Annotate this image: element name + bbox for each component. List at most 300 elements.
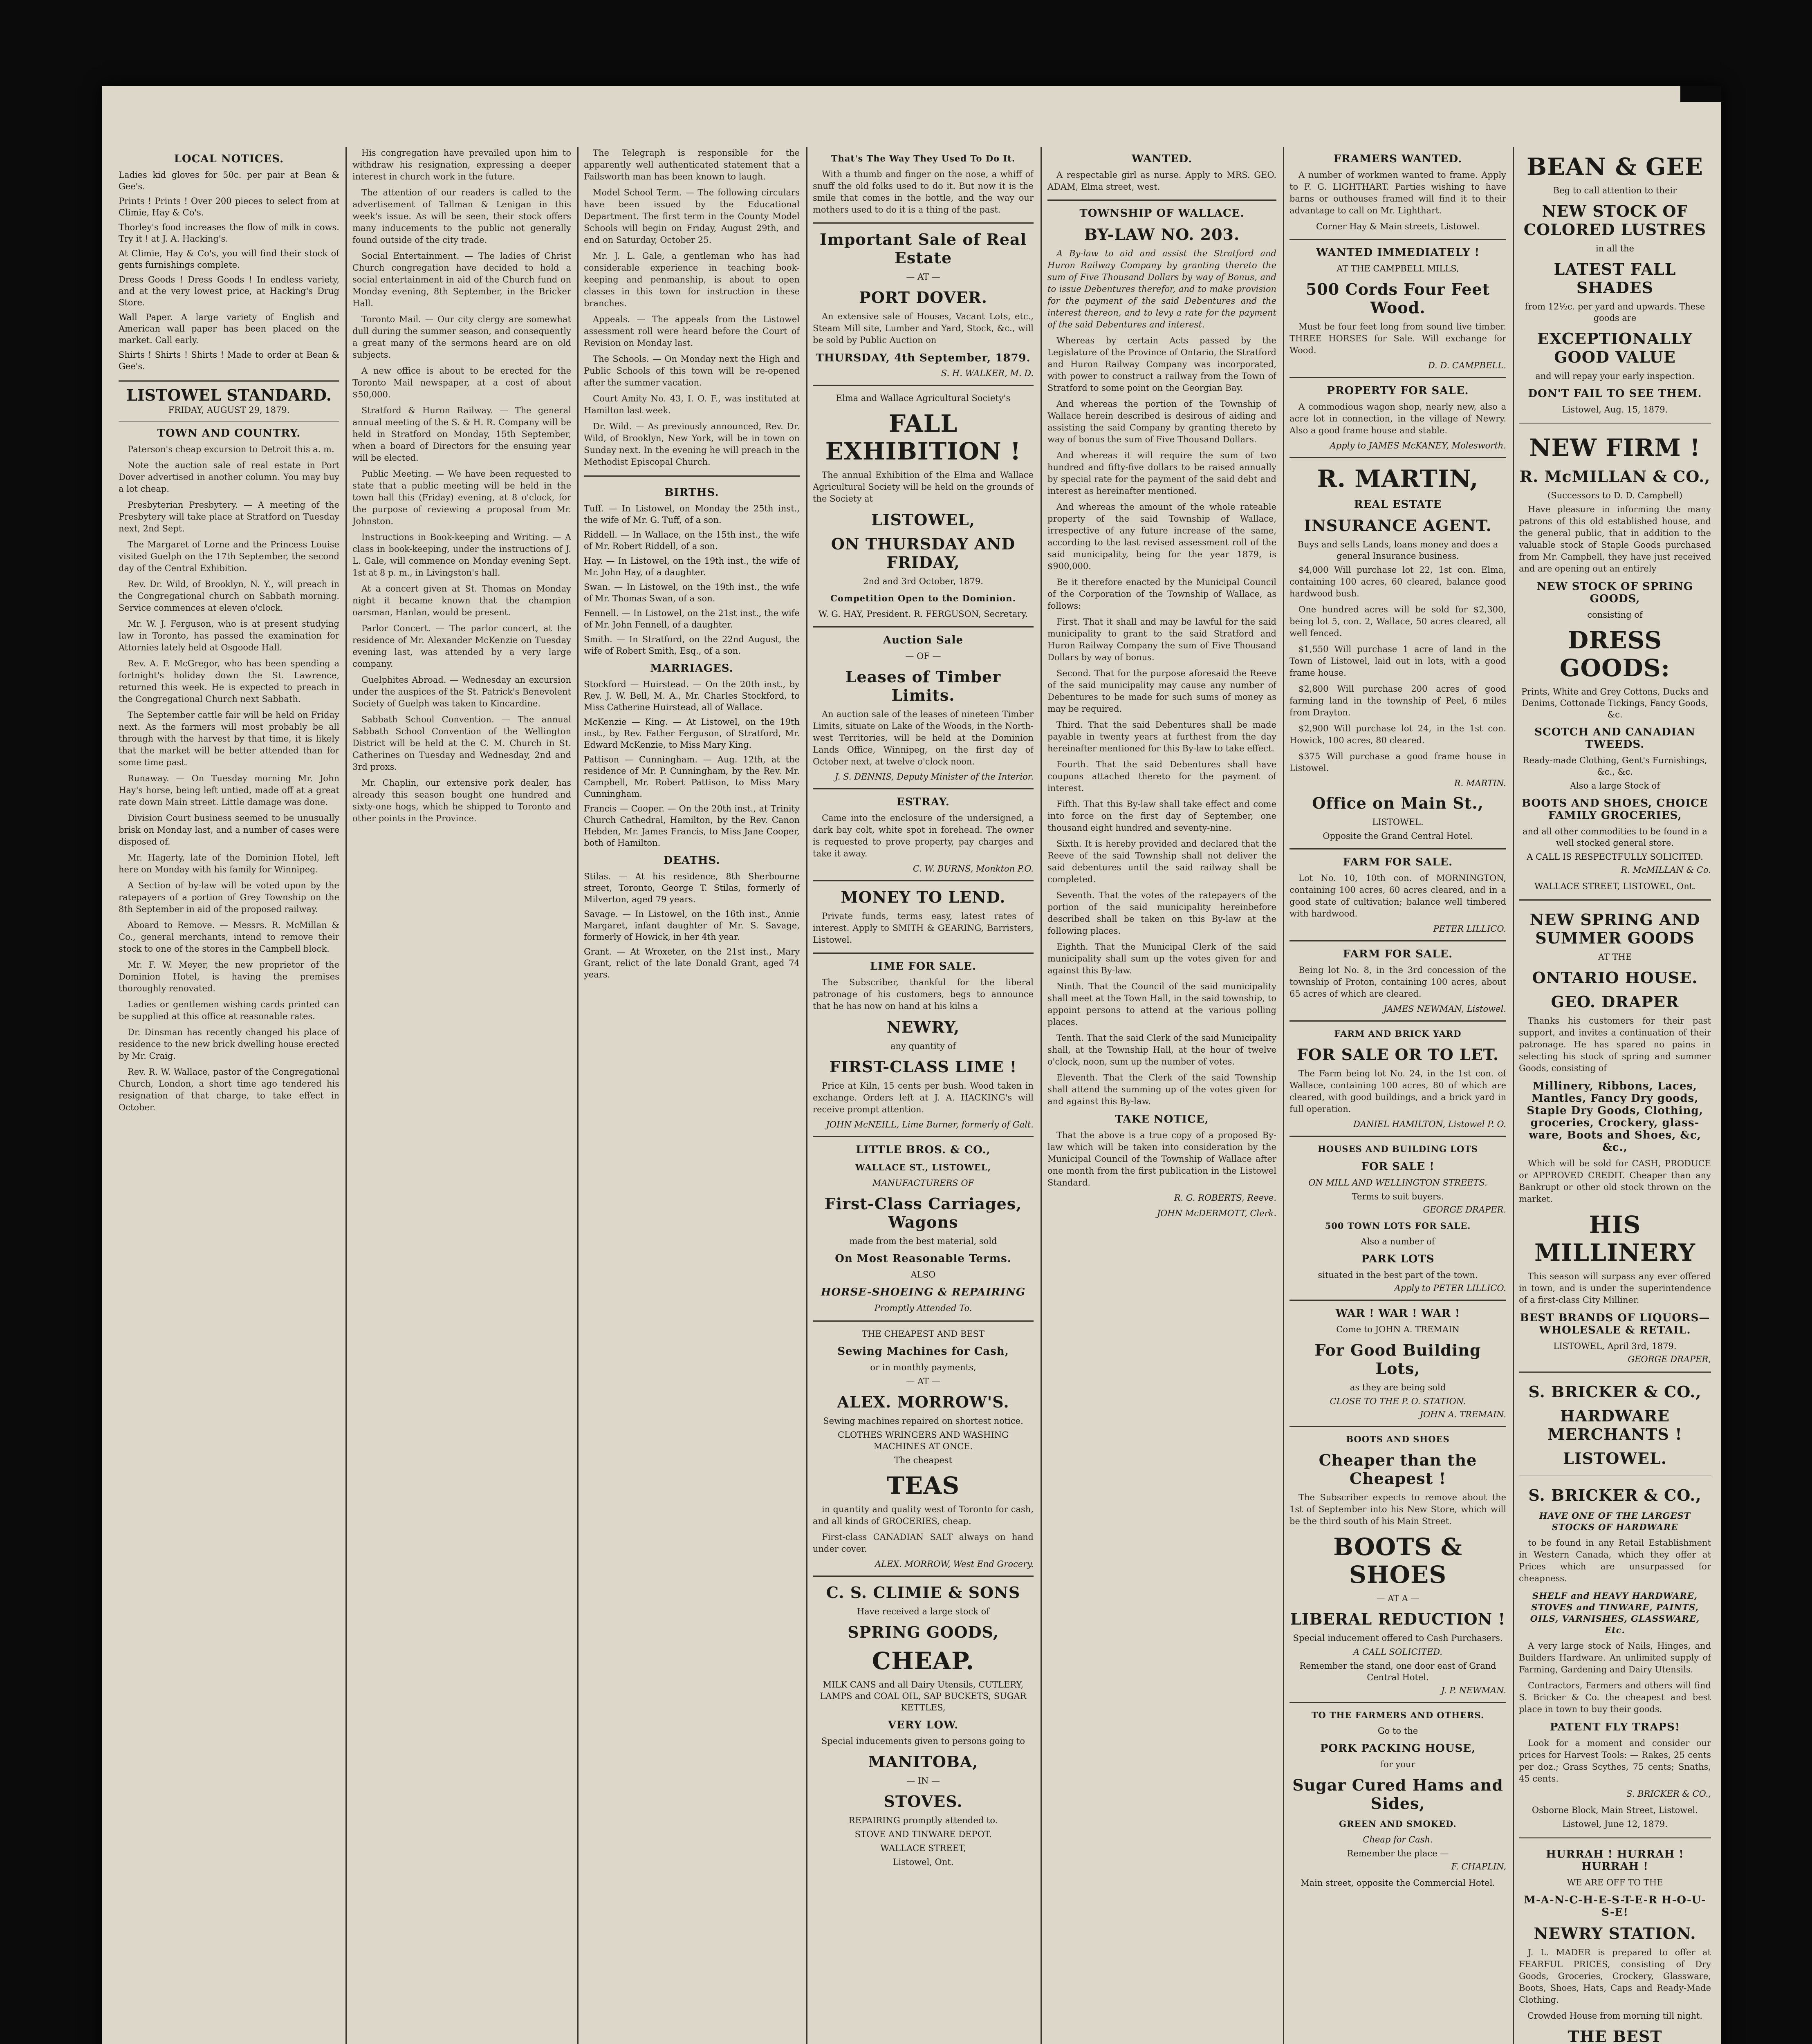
fair-text: The annual Exhibition of the Elma and Wallace Agricultural Society will be held on the grounds of the Society at — [813, 470, 1034, 504]
bricker2-nails: A very large stock of Nails, Hinges, and Builders Hardware. An unlimited supply of Farming, Gardening and Dairy Utensils. — [1519, 1641, 1711, 1674]
martin-title: REAL ESTATE — [1354, 498, 1442, 511]
sale-signature: S. H. WALKER, M. D. — [941, 368, 1034, 378]
park-lots: PARK LOTS — [1361, 1253, 1435, 1265]
bricker2-contractors: Contractors, Farmers and others will find S. Bricker & Co. the cheapest and best place in town to buy their goods. — [1519, 1681, 1711, 1714]
boots-signature: J. P. NEWMAN. — [1441, 1685, 1506, 1695]
bean-date: Listowel, Aug. 15, 1879. — [1562, 405, 1668, 415]
wood-sub: AT THE CAMPBELL MILLS, — [1337, 264, 1459, 273]
birth-notice: Smith. — In Stratford, on the 22nd August, the wife of Robert Smith, Esq., of a son. — [584, 634, 800, 656]
spring-goods: SPRING GOODS, — [848, 1623, 999, 1641]
little-bros-mfr: MANUFACTURERS OF — [872, 1178, 974, 1188]
local-notices-heading: LOCAL NOTICES. — [174, 153, 284, 165]
news-item: Stratford & Huron Railway. — The general annual meeting of the S. & H. R. Company will be held in Stratford on Monday, 15th September, when a board of Directors for the ensuing year will be elected. — [352, 406, 571, 463]
estray-text: Came into the enclosure of the undersigned, a dark bay colt, white spot in forehead. The owner is requested to prove property, pay charges and take it away. — [813, 813, 1034, 858]
lime-newry: NEWRY, — [886, 1018, 960, 1036]
fair-days: ON THURSDAY AND FRIDAY, — [831, 535, 1016, 572]
millinery-heading: HIS MILLINERY — [1534, 1211, 1696, 1266]
news-item: Public Meeting. — We have been requested to state that a public meeting will be held in the town hall this (Friday) evening, at 8 o'clock, for the purpose of reviewing a proposal from Mr. Johnston. — [352, 469, 571, 526]
news-item: Mr. F. W. Meyer, the new proprietor of the Dominion Hotel, is having the premises thoroughly renovated. — [119, 960, 339, 993]
local-notice: Dress Goods ! Dress Goods ! In endless variety, and at the very lowest price, at Hacking's Drug Store. — [119, 275, 339, 307]
news-items — [584, 147, 800, 468]
manitoba: MANITOBA, — [868, 1753, 978, 1771]
birth-notice: Fennell. — In Listowel, on the 21st inst., the wife of Mr. John Fennell, of a daughter. — [584, 608, 800, 630]
marriage-notice: Francis — Cooper. — On the 20th inst., at Trinity Church Cathedral, Hamilton, by the Rev. Canon Hebden, Mr. James Francis, to Miss Jane Cooper, both of Hamilton. — [584, 804, 800, 848]
carriages-heading: First-Class Carriages, Wagons — [824, 1195, 1022, 1231]
mcmillan-signature: R. McMILLAN & Co. — [1621, 865, 1711, 875]
climie-street: WALLACE STREET, — [880, 1843, 966, 1853]
bricker2-signature: S. BRICKER & CO., — [1626, 1789, 1711, 1799]
news-item: The attention of our readers is called to the advertisement of Tallman & Lenigan in this week's issue. As will be seen, their stock offers many inducements to the public not generally found outside of the city trade. — [352, 188, 571, 245]
news-item: Rev. A. F. McGregor, who has been spending a fortnight's holiday down the St. Lawrence, returned this week. He is expected to preach in the Congregational Church next Sabbath. — [119, 659, 339, 704]
war-big: For Good Building Lots, — [1314, 1341, 1481, 1378]
mader-text: J. L. MADER is prepared to offer at FEARFUL PRICES, consisting of Dry Goods, Groceries, Crockery, Glassware, Boots, Shoes, Hats, Caps and Ready-Made Clothing. — [1519, 1948, 1711, 2005]
salt-text: First-class CANADIAN SALT always on hand under cover. — [813, 1532, 1034, 1554]
pork-loc: Main street, opposite the Commercial Hotel. — [1301, 1878, 1495, 1888]
story-title: That's The Way They Used To Do It. — [831, 153, 1016, 164]
news-item: Sabbath School Convention. — The annual Sabbath School Convention of the Wellington District will be held at the C. M. Church in St. Catherines on Tuesday and Wednesday, 2nd and 3rd proxs. — [352, 715, 571, 772]
column-rule — [1513, 147, 1514, 2044]
timber-title: Auction Sale — [883, 634, 964, 646]
little-bros-also: ALSO — [910, 1270, 936, 1280]
news-items — [352, 147, 571, 825]
boots-remember: Remember the stand, one door east of Grand Central Hotel. — [1299, 1661, 1496, 1682]
mcmillan-name: R. McMILLAN & CO., — [1519, 467, 1711, 486]
news-item: Instructions in Book-keeping and Writing. — A class in book-keeping, under the instructions of J. L. Gale, will commence on Monday evening Sept. 1st at 8 p. m., in Livingston's hall. — [352, 532, 571, 578]
timber-text: An auction sale of the leases of nineteen Timber Limits, situate on Lake of the Woods, in the North-west Territories, will be held at the Dominion Lands Office, Winnipeg, on the first day of October next, at twelve o'clock noon. — [813, 709, 1034, 766]
fair-society: Elma and Wallace Agricultural Society's — [836, 393, 1011, 403]
mcmillan-loc: WALLACE STREET, LISTOWEL, Ont. — [1534, 881, 1695, 891]
birth-notice: Hay. — In Listowel, on the 19th inst., the wife of Mr. John Hay, of a daughter. — [584, 556, 800, 577]
park-text: situated in the best part of the town. — [1318, 1270, 1478, 1280]
property-heading: PROPERTY FOR SALE. — [1327, 385, 1469, 397]
masthead — [119, 380, 339, 421]
liberal-reduction: LIBERAL REDUCTION ! — [1290, 1610, 1506, 1628]
bylaw-paragraph: Be it therefore enacted by the Municipal Council of the Corporation of the Township of Wallace, as follows: — [1047, 577, 1276, 611]
bean-repay: and will repay your early inspection. — [1535, 371, 1695, 381]
teas-heading: TEAS — [886, 1472, 960, 1499]
war-text: as they are being sold — [1350, 1383, 1446, 1392]
local-notice: Shirts ! Shirts ! Shirts ! Made to order at Bean & Gee's. — [119, 350, 339, 371]
framers-loc: Corner Hay & Main streets, Listowel. — [1316, 222, 1480, 231]
mader-best: THE BEST — [1568, 2027, 1662, 2044]
lime-heading: LIME FOR SALE. — [870, 960, 976, 973]
news-item: At a concert given at St. Thomas on Monday night it became known that the champion oarsman, Hanlan, would be present. — [352, 584, 571, 617]
local-notice: Prints ! Prints ! Over 200 pieces to select from at Climie, Hay & Co's. — [119, 196, 339, 217]
death-notice: Grant. — At Wroxeter, on the 21st inst., Mary Grant, relict of the late Donald Grant, aged 74 years. — [584, 947, 800, 979]
pork-big: Sugar Cured Hams and Sides, — [1292, 1776, 1503, 1813]
farm2-text: Being lot No. 8, in the 3rd concession of the township of Proton, containing 100 acres, about 65 acres of which are cleared. — [1289, 965, 1506, 999]
wood-text: Must be four feet long from sound live timber. THREE HORSES for Sale. Will exchange for Wood. — [1289, 322, 1506, 355]
local-notice: Thorley's food increases the flow of milk in cows. Try it ! at J. A. Hacking's. — [119, 222, 339, 244]
news-item: Court Amity No. 43, I. O. F., was instituted at Hamilton last week. — [584, 394, 800, 415]
estray-heading: ESTRAY. — [897, 796, 950, 808]
pork-signature: F. CHAPLIN, — [1451, 1862, 1506, 1871]
martin-opp: Opposite the Grand Central Hotel. — [1323, 831, 1473, 841]
money-heading: MONEY TO LEND. — [841, 888, 1006, 906]
millinery-text: This season will surpass any ever offered in town, and is under the superintendence of a first-class City Milliner. — [1519, 1271, 1711, 1305]
local-notices-list — [119, 169, 339, 372]
column-7 — [1519, 147, 1711, 2044]
clerk-signature: JOHN McDERMOTT, Clerk. — [1157, 1208, 1276, 1218]
farm2-heading: FARM FOR SALE. — [1343, 948, 1453, 960]
park-sub: Also a number of — [1361, 1237, 1435, 1246]
machine-sub: or in monthly payments, — [870, 1363, 976, 1372]
column-1 — [119, 147, 339, 2044]
births-list — [584, 503, 800, 657]
local-notice: At Climie, Hay & Co's, you will find their stock of gents furnishings complete. — [119, 249, 339, 270]
bylaw-title: A By-law to aid and assist the Stratford and Huron Railway Company by granting thereto the sum of Five Thousand Dollars by way of Bonus, and to issue Debentures therefor, and to make provision for the payment of the said Debentures and the interest thereon, and to levy a rate for the payment of the said Debentures and interest. — [1047, 249, 1276, 329]
column-4 — [813, 147, 1034, 2044]
climie-sub: Have received a large stock of — [857, 1607, 990, 1616]
bean-value: EXCEPTIONALLY GOOD VALUE — [1537, 329, 1693, 366]
column-3 — [584, 147, 800, 2044]
bylaw-paragraph: Tenth. That the said Clerk of the said Municipality shall, at the Township Hall, at the hour of twelve o'clock, noon, sum up the number of votes. — [1047, 1033, 1276, 1067]
fair-date: 2nd and 3rd October, 1879. — [863, 576, 983, 586]
martin-listing: $2,800 Will purchase 200 acres of good farming land in the township of Peel, 6 miles from Drayton. — [1289, 684, 1506, 717]
boots-call: A CALL SOLICITED. — [1353, 1647, 1442, 1657]
bylaw-paragraph: Fourth. That the said Debentures shall have coupons attached thereto for the payment of interest. — [1047, 760, 1276, 793]
bricker2-harvest: Look for a moment and consider our prices for Harvest Tools: — Rakes, 25 cents per doz.; Grass Scythes, 75 cents; Snaths, 45 cents. — [1519, 1738, 1711, 1784]
mcmillan-spring: NEW STOCK OF SPRING GOODS, — [1536, 580, 1693, 605]
news-item: Appeals. — The appeals from the Listowel assessment roll were heard before the Court of Revision on Monday last. — [584, 314, 800, 348]
real-estate-sale-heading: Important Sale of Real Estate — [819, 230, 1027, 267]
machine-title: THE CHEAPEST AND BEST — [862, 1329, 984, 1339]
war-sub: Come to JOHN A. TREMAIN — [1336, 1325, 1460, 1334]
boots-text: The Subscriber expects to remove about the 1st of September into his New Store, which will be the third south of his Main Street. — [1289, 1493, 1506, 1526]
martin-sub: Buys and sells Lands, loans money and does a general Insurance business. — [1297, 540, 1498, 561]
news-item: Dr. Wild. — As previously announced, Rev. Dr. Wild, of Brooklyn, New York, will be in town on Sunday next. In the evening he will preach in the Methodist Episcopal Church. — [584, 421, 800, 467]
draper-exchange: Which will be sold for CASH, PRODUCE or APPROVED CREDIT. Cheaper than any Bankrupt or other old stock thrown on the market. — [1519, 1159, 1711, 1204]
pork-for: for your — [1380, 1759, 1415, 1769]
martin-listings — [1289, 564, 1506, 774]
brick-heading: FOR SALE OR TO LET. — [1296, 1045, 1499, 1064]
birth-notice: Tuff. — In Listowel, on Monday the 25th inst., the wife of Mr. G. Tuff, of a son. — [584, 504, 800, 525]
lime-text: The Subscriber, thankful for the liberal patronage of his customers, begs to announce that he has now on hand at his kilns a — [813, 977, 1034, 1011]
mcmillan-prints: Prints, White and Grey Cottons, Ducks and Denims, Cottonade Tickings, Fancy Goods, &c. — [1521, 687, 1709, 719]
estray-signature: C. W. BURNS, Monkton P.O. — [913, 864, 1034, 874]
news-item: His congregation have prevailed upon him to withdraw his resignation, expressing a deeper interest in church work in the future. — [352, 148, 571, 182]
news-item: Guelphites Abroad. — Wednesday an excursion under the auspices of the St. Patrick's Benevolent Society of Guelph was taken to Kincardine. — [352, 675, 571, 708]
ontario-at: AT THE — [1598, 952, 1632, 962]
houses-where: ON MILL AND WELLINGTON STREETS. — [1308, 1178, 1487, 1188]
town-and-country-heading: TOWN AND COUNTRY. — [157, 427, 301, 439]
town-and-country-items — [119, 444, 339, 1114]
pork-go: Go to the — [1377, 1726, 1418, 1736]
column-2 — [352, 147, 571, 2044]
bean-all: in all the — [1596, 244, 1634, 253]
little-bros-prompt: Promptly Attended To. — [874, 1303, 972, 1313]
brick-title: FARM AND BRICK YARD — [1334, 1029, 1462, 1039]
mader-crowded: Crowded House from morning till night. — [1527, 2011, 1703, 2021]
bean-gee-heading: BEAN & GEE — [1527, 153, 1703, 181]
martin-office: Office on Main St., — [1312, 794, 1484, 812]
boots-at: — AT A — — [1376, 1594, 1420, 1603]
climie-low: VERY LOW. — [888, 1719, 959, 1731]
park-signature: Apply to PETER LILLICO. — [1394, 1283, 1506, 1293]
bean-from: from 12½c. per yard and upwards. These goods are — [1525, 302, 1705, 323]
climie-depot: STOVE AND TINWARE DEPOT. — [854, 1829, 992, 1839]
lime-signature: JOHN McNEILL, Lime Burner, formerly of Galt. — [826, 1120, 1034, 1130]
news-item: The September cattle fair will be held on Friday next. As the farmers will most probably be all through with the harvest by that time, it is likely that the market will be better attended than for some time past. — [119, 710, 339, 767]
martin-listing: One hundred acres will be sold for $2,300, being lot 5, con. 2, Wallace, 50 acres cleared, all well fenced. — [1289, 605, 1506, 638]
newspaper-page — [102, 86, 1721, 2044]
port-dover: PORT DOVER. — [859, 288, 987, 307]
brick-signature: DANIEL HAMILTON, Listowel P. O. — [1353, 1119, 1506, 1129]
mcmillan-consist: consisting of — [1587, 610, 1643, 620]
local-notice: Ladies kid gloves for 50c. per pair at Bean & Gee's. — [119, 170, 339, 191]
masthead-title: LISTOWEL STANDARD. — [126, 386, 332, 404]
wanted-text: A respectable girl as nurse. Apply to MRS. GEO. ADAM, Elma street, west. — [1047, 170, 1276, 192]
news-item: Runaway. — On Tuesday morning Mr. John Hay's horse, being left untied, made off at a great rate down Main street. Little damage was done. — [119, 773, 339, 807]
sale-date: THURSDAY, 4th September, 1879. — [816, 352, 1031, 364]
climie-list: MILK CANS and all Dairy Utensils, CUTLERY, LAMPS and COAL OIL, SAP BUCKETS, SUGAR KETTLES, — [820, 1680, 1027, 1712]
births-heading: BIRTHS. — [664, 486, 719, 499]
township-heading: TOWNSHIP OF WALLACE. — [1079, 207, 1245, 220]
local-notice: Wall Paper. A large variety of English and American wall paper has been placed on the market. Call early. — [119, 312, 339, 345]
column-rule — [1041, 147, 1042, 2044]
timber-signature: J. S. DENNIS, Deputy Minister of the Interior. — [834, 772, 1034, 782]
boots-title: BOOTS AND SHOES — [1346, 1434, 1450, 1444]
paper-tear — [1680, 86, 1721, 102]
stoves: STOVES. — [884, 1792, 963, 1811]
boots-big: BOOTS & SHOES — [1333, 1533, 1462, 1589]
bricker-heading: S. BRICKER & CO., — [1528, 1383, 1702, 1401]
manchester-house: M-A-N-C-H-E-S-T-E-R H-O-U-S-E! — [1524, 1894, 1706, 1918]
news-item: Toronto Mail. — Our city clergy are somewhat dull during the summer season, and consequently a great many of the sermons heard are on old subjects. — [352, 314, 571, 360]
ontario-heading: NEW SPRING AND SUMMER GOODS — [1529, 910, 1700, 947]
news-item: The Schools. — On Monday next the High and Public Schools of this town will be re-opened after the summer vacation. — [584, 354, 800, 388]
pork-remember: Remember the place — — [1347, 1849, 1449, 1858]
news-item: Model School Term. — The following circulars have been issued by the Educational Department. The first term in the County Model Schools will begin on Friday, August 29th, and end on Saturday, October 25. — [584, 188, 800, 245]
war-heading: WAR ! WAR ! WAR ! — [1335, 1307, 1460, 1320]
masthead-date: FRIDAY, AUGUST 29, 1879. — [168, 405, 290, 415]
bean-dont: DON'T FAIL TO SEE THEM. — [1528, 388, 1702, 400]
death-notice: Savage. — In Listowel, on the 16th inst., Annie Margaret, infant daughter of Mr. S. Savage, formerly of Howick, in her 4th year. — [584, 909, 800, 942]
news-item: The Telegraph is responsible for the apparently well authenticated statement that a Failsworth man has been known to laugh. — [584, 148, 800, 182]
houses-sub: FOR SALE ! — [1361, 1161, 1435, 1173]
marriage-notice: McKenzie — King. — At Listowel, on the 19th inst., by Rev. Father Ferguson, of Stratford, Mr. Edward McKenzie, to Miss Mary King. — [584, 717, 800, 750]
column-6 — [1289, 147, 1506, 2044]
timber-heading: Leases of Timber Limits. — [845, 668, 1001, 704]
climie-heading: C. S. CLIMIE & SONS — [826, 1583, 1020, 1602]
column-5 — [1047, 147, 1276, 2044]
climie-special: Special inducements given to persons going to — [821, 1736, 1025, 1746]
bricker2-loc: Osborne Block, Main Street, Listowel. — [1532, 1805, 1698, 1815]
boots-special: Special inducement offered to Cash Purchasers. — [1293, 1633, 1503, 1643]
fair-note: Competition Open to the Dominion. — [830, 593, 1016, 603]
bylaw-paragraphs — [1047, 335, 1276, 1107]
war-signature: JOHN A. TREMAIN. — [1420, 1410, 1506, 1419]
martin-listing: $2,900 Will purchase lot 24, in the 1st con. Howick, 100 acres, 80 cleared. — [1289, 724, 1506, 745]
park-heading: 500 TOWN LOTS FOR SALE. — [1325, 1221, 1471, 1231]
mcmillan-also: Also a large Stock of — [1570, 781, 1660, 791]
reeve-signature: R. G. ROBERTS, Reeve. — [1174, 1193, 1276, 1203]
bricker2-heading: S. BRICKER & CO., — [1528, 1486, 1702, 1504]
bylaw-paragraph: Whereas by certain Acts passed by the Legislature of the Province of Ontario, the Stratford and Huron Railway Company was incorporated, with power to construct a railway from the Town of Stratford to some point on the Georgian Bay. — [1047, 336, 1276, 393]
morrow-signature: ALEX. MORROW, West End Grocery. — [875, 1559, 1034, 1569]
farm2-signature: JAMES NEWMAN, Listowel. — [1383, 1004, 1506, 1014]
liquors: BEST BRANDS OF LIQUORS—WHOLESALE & RETAIL. — [1520, 1312, 1710, 1336]
sewing-machines-heading: Sewing Machines for Cash, — [837, 1345, 1009, 1358]
bylaw-paragraph: And whereas the amount of the whole rateable property of the said Township of Wallace, irrespective of any future increase of the same, according to the last revised assessment roll of the said municipality, being for the year 1879, is $900,000. — [1047, 502, 1276, 571]
newry-station: NEWRY STATION. — [1534, 1924, 1696, 1943]
lime-big: FIRST-CLASS LIME ! — [829, 1058, 1017, 1076]
houses-signature: GEORGE DRAPER. — [1423, 1205, 1506, 1215]
bricker-town: LISTOWEL. — [1563, 1449, 1667, 1468]
tweeds: SCOTCH AND CANADIAN TWEEDS. — [1534, 726, 1695, 751]
war-close: CLOSE TO THE P. O. STATION. — [1330, 1396, 1466, 1406]
death-notice: Stilas. — At his residence, 8th Sherbourne street, Toronto, George T. Stilas, formerly of Milverton, aged 79 years. — [584, 872, 800, 904]
birth-notice: Riddell. — In Wallace, on the 15th inst., the wife of Mr. Robert Riddell, of a son. — [584, 530, 800, 551]
bricker2-text: to be found in any Retail Establishment in Western Canada, which they offer at Prices which are unsurpassed for cheapness. — [1519, 1538, 1711, 1583]
bylaw-heading: BY-LAW NO. 203. — [1084, 225, 1240, 244]
marriages-heading: MARRIAGES. — [650, 662, 733, 675]
lime-qty: any quantity of — [890, 1041, 956, 1051]
wood-signature: D. D. CAMPBELL. — [1428, 361, 1506, 370]
wood-big: 500 Cords Four Feet Wood. — [1305, 280, 1490, 317]
martin-name: R. MARTIN, — [1317, 465, 1479, 493]
houses-terms: Terms to suit buyers. — [1352, 1192, 1444, 1201]
houses-heading: HOUSES AND BUILDING LOTS — [1317, 1144, 1478, 1154]
draper-name: GEO. DRAPER — [1551, 993, 1679, 1011]
martin-signature: R. MARTIN. — [1454, 778, 1506, 788]
dress-goods: DRESS GOODS: — [1559, 626, 1671, 682]
news-item: Mr. J. L. Gale, a gentleman who has had considerable experience in teaching book-keeping and penmanship, is about to open classes in this town for instruction in these branches. — [584, 251, 800, 308]
take-notice-heading: TAKE NOTICE, — [1115, 1113, 1209, 1125]
sale-at: — AT — — [906, 272, 940, 282]
news-item: Division Court business seemed to be unusually brisk on Monday last, and a number of cases were disposed of. — [119, 813, 339, 847]
draper-text: Thanks his customers for their past support, and invites a continuation of their patronage. He has spared no pains in selecting his stock of spring and summer Goods, consisting of — [1519, 1016, 1711, 1073]
column-rule — [1283, 147, 1284, 2044]
mcmillan-ready: Ready-made Clothing, Gent's Furnishings, &c., &c. — [1523, 755, 1707, 777]
climie-cheap: CHEAP. — [872, 1647, 975, 1675]
birth-notice: Swan. — In Listowel, on the 19th inst., the wife of Mr. Thomas Swan, of a son. — [584, 582, 800, 603]
news-item: Note the auction sale of real estate in Port Dover advertised in another column. You may buy a lot cheap. — [119, 460, 339, 494]
little-bros-heading: LITTLE BROS. & CO., — [856, 1144, 991, 1156]
mcmillan-call: A CALL IS RESPECTFULLY SOLICITED. — [1527, 852, 1703, 862]
bylaw-paragraph: Third. That the said Debentures shall be made payable in twenty years at furthest from the day hereinafter mentioned for this By-law to take effect. — [1047, 720, 1276, 753]
wood-heading: WANTED IMMEDIATELY ! — [1316, 247, 1480, 259]
pork-cash: Cheap for Cash. — [1363, 1835, 1433, 1845]
framers-text: A number of workmen wanted to frame. Apply to F. G. LIGHTHART. Parties wishing to have barns or outhouses framed will find it to their advantage to call on Mr. Lighthart. — [1289, 170, 1506, 215]
column-rule — [345, 147, 347, 2044]
bricker2-list: SHELF and HEAVY HARDWARE, STOVES and TINWARE, PAINTS, OILS, VARNISHES, GLASSWARE, Etc. — [1530, 1591, 1700, 1635]
story-text: With a thumb and finger on the nose, a whiff of snuff the old folks used to do it. But now it is the smile that comes in the bottle, and the way our mothers used to do it is a thing of the past. — [813, 169, 1034, 215]
alex-morrow: ALEX. MORROW'S. — [837, 1393, 1009, 1411]
bean-big: NEW STOCK OF COLORED LUSTRES — [1523, 202, 1707, 239]
bylaw-paragraph: First. That it shall and may be lawful for the said municipality to grant to the said Stratford and Huron Railway Company the sum of Five Thousand Dollars by way of bonus. — [1047, 617, 1276, 662]
news-item: Rev. Dr. Wild, of Brooklyn, N. Y., will preach in the Congregational church on Sabbath morning. Service commences at eleven o'clock. — [119, 579, 339, 613]
wanted-heading: WANTED. — [1131, 153, 1193, 165]
news-item: A new office is about to be erected for the Toronto Mail newspaper, at a cost of about $50,000. — [352, 366, 571, 399]
pork-green: GREEN AND SMOKED. — [1339, 1819, 1457, 1829]
climie-town: Listowel, Ont. — [893, 1857, 954, 1867]
bylaw-paragraph: Sixth. It is hereby provided and declared that the Reeve of the said Township shall not deliver the said debentures until the said railway shall be completed. — [1047, 839, 1276, 884]
news-item: Mr. Hagerty, late of the Dominion Hotel, left here on Monday with his family for Winnipeg. — [119, 853, 339, 874]
martin-listing: $4,000 Will purchase lot 22, 1st con. Elma, containing 100 acres, 60 cleared, balance good hardwood bush. — [1289, 565, 1506, 598]
bylaw-paragraph: Eighth. That the Municipal Clerk of the said municipality shall sum up the votes given for and against this By-law. — [1047, 942, 1276, 975]
timber-sub: — OF — — [905, 651, 941, 661]
hurrah-sub: WE ARE OFF TO THE — [1567, 1878, 1663, 1887]
little-bros-terms: On Most Reasonable Terms. — [835, 1253, 1011, 1265]
deaths-heading: DEATHS. — [663, 854, 720, 867]
martin-agent: INSURANCE AGENT. — [1304, 516, 1492, 535]
news-item: Rev. R. W. Wallace, pastor of the Congregational Church, London, a short time ago tendered his resignation of that charge, to take effect in October. — [119, 1067, 339, 1112]
bylaw-paragraph: And whereas it will require the sum of two hundred and fifty-five dollars to be raised annually by special rate for the payment of the said debt and interest as hereinafter mentioned. — [1047, 450, 1276, 496]
boots-heading: Cheaper than the Cheapest ! — [1319, 1451, 1477, 1488]
marriage-notice: Stockford — Huirstead. — On the 20th inst., by Rev. J. W. Bell, M. A., Mr. Charles Stockford, to Miss Catherine Huirstead, all of Wallace. — [584, 679, 800, 712]
news-item: Mr. W. J. Ferguson, who is at present studying law in Toronto, has passed the examination for Attornies lately held at Osgoode Hall. — [119, 619, 339, 652]
news-item: Mr. Chaplin, our extensive pork dealer, has already this season bought one hundred and sixty-one hogs, which he shipped to Toronto and other points in the Province. — [352, 778, 571, 823]
fair-officers: W. G. HAY, President. R. FERGUSON, Secretary. — [818, 609, 1028, 619]
framers-heading: FRAMERS WANTED. — [1333, 153, 1462, 165]
bylaw-paragraph: Fifth. That this By-law shall take effect and come into force on the first day of September, one thousand eight hundred and seventy-nine. — [1047, 799, 1276, 833]
fly-traps: PATENT FLY TRAPS! — [1550, 1721, 1680, 1733]
deaths-list — [584, 871, 800, 980]
property-signature: Apply to JAMES McKANEY, Molesworth. — [1330, 441, 1506, 450]
bylaw-paragraph: And whereas the portion of the Township of Wallace herein described is desirous of aiding and assisting the said Company by granting thereto by way of bonus the sum of Five Thousand Dollars. — [1047, 399, 1276, 444]
farm-heading: FARM FOR SALE. — [1343, 856, 1453, 868]
brick-text: The Farm being lot No. 24, in the 1st con. of Wallace, containing 100 acres, 80 of which are cleared, with good buildings, and a brick yard in full operation. — [1289, 1069, 1506, 1114]
machine-at: — AT — — [906, 1376, 940, 1386]
liquors-signature: GEORGE DRAPER, — [1628, 1354, 1711, 1364]
column-rule — [806, 147, 807, 2044]
take-notice-text: That the above is a true copy of a proposed By-law which will be taken into consideration by the Municipal Council of the Township of Wallace after one month from the first publication in the Listowel Standard. — [1047, 1130, 1276, 1188]
little-bros-location: WALLACE ST., LISTOWEL, — [855, 1162, 991, 1172]
bricker2-sub: HAVE ONE OF THE LARGEST STOCKS OF HARDWARE — [1539, 1511, 1691, 1532]
marriages-list — [584, 679, 800, 849]
news-item: Presbyterian Presbytery. — A meeting of the Presbytery will take place at Stratford on Tuesday next, 2nd Sept. — [119, 500, 339, 533]
liquors-date: LISTOWEL, April 3rd, 1879. — [1553, 1341, 1677, 1351]
teas-text: in quantity and quality west of Toronto for cash, and all kinds of GROCERIES, cheap. — [813, 1504, 1034, 1526]
sale-text: An extensive sale of Houses, Vacant Lots, etc., Steam Mill site, Lumber and Yard, Stock, &c., will be sold by Public Auction on — [813, 312, 1034, 345]
money-text: Private funds, terms easy, latest rates of interest. Apply to SMITH & GEARING, Barristers, Listowel. — [813, 911, 1034, 945]
news-item: The Margaret of Lorne and the Princess Louise visited Guelph on the 17th September, the second day of the Central Exhibition. — [119, 540, 339, 573]
farm-text: Lot No. 10, 10th con. of MORNINGTON, containing 100 acres, 60 acres cleared, and in a good state of cultivation; balance well timbered with hardwood. — [1289, 873, 1506, 919]
bylaw-paragraph: Ninth. That the Council of the said municipality shall meet at the Town Hall, in the said township, to appoint persons to attend at the various polling places. — [1047, 982, 1276, 1027]
news-item: Paterson's cheap excursion to Detroit this a. m. — [128, 444, 334, 454]
fair-place: LISTOWEL, — [871, 511, 975, 529]
mcmillan-other: and all other commodities to be found in a well stocked general store. — [1523, 827, 1707, 848]
bricker2-date: Listowel, June 12, 1879. — [1562, 1819, 1668, 1829]
martin-listing: $375 Will purchase a good frame house in Listowel. — [1289, 751, 1506, 773]
mcmillan-boots: BOOTS AND SHOES, CHOICE FAMILY GROCERIES, — [1522, 797, 1708, 822]
news-item: A Section of by-law will be voted upon by the ratepayers of a portion of Grey Township on the 8th September in aid of the proposed railway. — [119, 881, 339, 914]
horse-shoeing: HORSE-SHOEING & REPAIRING — [821, 1286, 1026, 1298]
news-item: Dr. Dinsman has recently changed his place of residence to the new brick dwelling house erected by Mr. Craig. — [119, 1027, 339, 1061]
draper-list: Millinery, Ribbons, Laces, Mantles, Fancy Dry goods, Staple Dry Goods, Clothing, groceries, Crockery, glass-ware, Boots and Shoes, &c, &c., — [1527, 1080, 1703, 1154]
machine-cheap: The cheapest — [894, 1455, 952, 1465]
pork-heading: PORK PACKING HOUSE, — [1320, 1742, 1476, 1755]
climie-in: — IN — — [906, 1776, 940, 1786]
news-item: Parlor Concert. — The parlor concert, at the residence of Mr. Alexander McKenzie on Tuesday evening last, was attended by a very large company. — [352, 623, 571, 669]
marriage-notice: Pattison — Cunningham. — Aug. 12th, at the residence of Mr. P. Cunningham, by the Rev. Mr. Campbell, Mr. Robert Pattison, to Miss Mary Cunningham. — [584, 755, 800, 799]
mcmillan-text: Have pleasure in informing the many patrons of this old established house, and the general public, that in addition to the valuable stock of Staple Goods purchased from Mr. Campbell, they have just received and are opening out an entirely — [1519, 504, 1711, 574]
hurrah: HURRAH ! HURRAH ! HURRAH ! — [1546, 1848, 1684, 1873]
lime-price: Price at Kiln, 15 cents per bush. Wood taken in exchange. Orders left at J. A. HACKING's will receive prompt attention. — [813, 1081, 1034, 1114]
bean-shades: LATEST FALL SHADES — [1554, 260, 1676, 297]
climie-repair: REPAIRING promptly attended to. — [848, 1815, 998, 1825]
new-firm-heading: NEW FIRM ! — [1529, 434, 1701, 462]
news-item: Ladies or gentlemen wishing cards printed can be supplied at this office at reasonable rates. — [119, 1000, 339, 1021]
bean-sub: Beg to call attention to their — [1553, 186, 1677, 195]
bylaw-paragraph: Eleventh. That the Clerk of the said Township shall attend the summing up of the votes given for and against this By-law. — [1047, 1073, 1276, 1106]
martin-loc: LISTOWEL. — [1372, 817, 1424, 827]
farm-signature: PETER LILLICO. — [1433, 924, 1506, 934]
bricker-sub: HARDWARE MERCHANTS ! — [1547, 1407, 1682, 1443]
little-bros-text: made from the best material, sold — [849, 1236, 997, 1246]
machine-repair: Sewing machines repaired on shortest notice. — [823, 1416, 1023, 1426]
